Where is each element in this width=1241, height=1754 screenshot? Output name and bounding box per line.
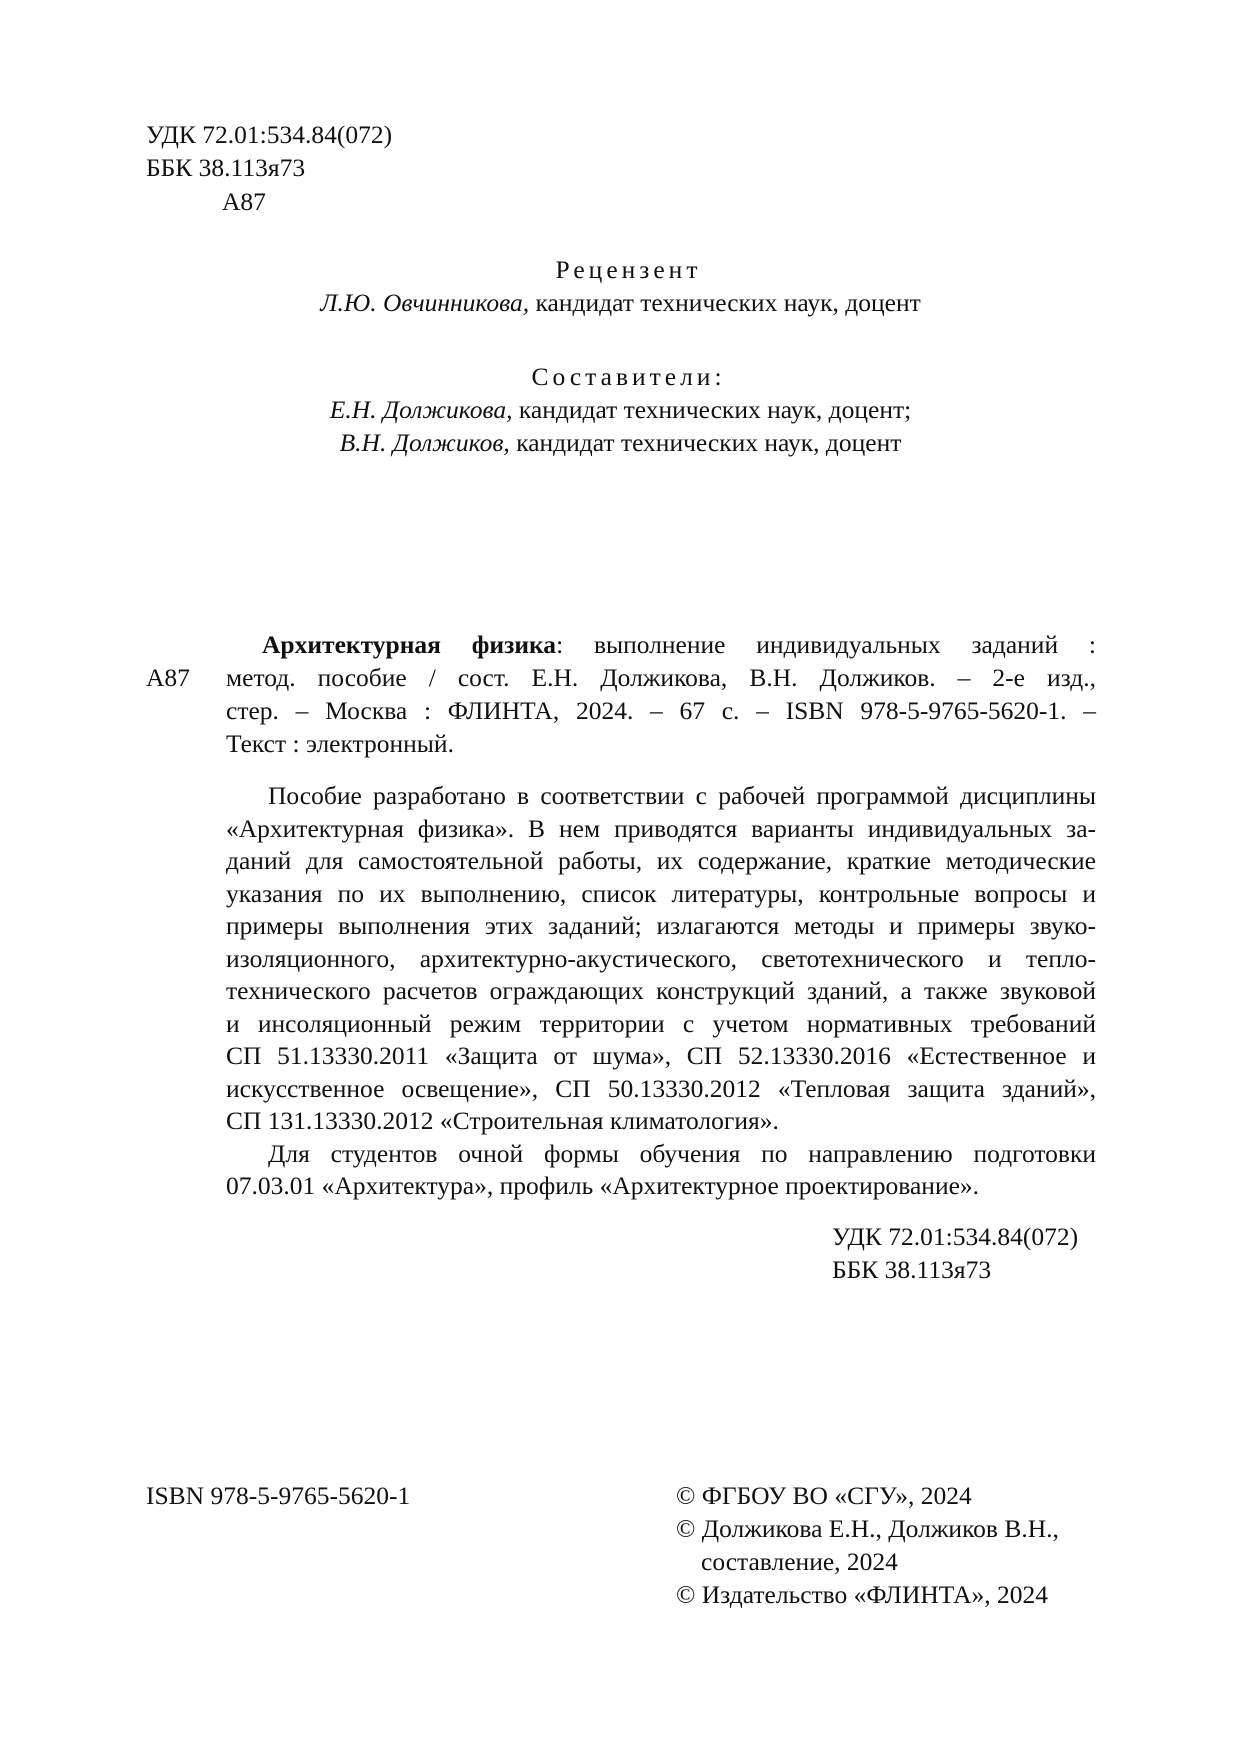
copyright-line: © Должикова Е.Н., Должиков В.Н., [676, 1514, 1059, 1543]
compiler-name: В.Н. Должиков, [339, 428, 510, 457]
bib-line-1: Архитектурная физика: выполнение индивидуальных заданий : [262, 630, 1096, 659]
compiler-line [0, 393, 1241, 426]
bib-sign: А87 [146, 663, 190, 692]
annotation-line: указания по их выполнению, список литературы, контрольные вопросы и [226, 878, 1096, 908]
reviewer-credentials: кандидат технических наук, доцент [529, 288, 921, 317]
compilers-heading: Составители: [531, 362, 726, 391]
reviewer-name: Л.Ю. Овчинникова, [320, 288, 530, 317]
author-sign-top: А87 [222, 187, 266, 216]
bib-line-4: Текст : электронный. [226, 729, 454, 758]
compiler-line [0, 426, 1241, 459]
bib-record [226, 628, 1096, 760]
udk-code-top: УДК 72.01:534.84(072) [146, 120, 393, 149]
bbk-code-top: ББК 38.113я73 [146, 153, 306, 182]
bbk-code-bottom: ББК 38.113я73 [832, 1255, 992, 1284]
annotation-line: «Архитектурная физика». В нем приводятся варианты индивидуальных за- [226, 813, 1096, 843]
annotation-line: искусственное освещение», СП 50.13330.2012 «Тепловая защита зданий», [226, 1073, 1096, 1103]
annotation-line: 07.03.01 «Архитектура», профиль «Архитектурное проектирование». [226, 1171, 980, 1200]
annotation-line: Для студентов очной формы обучения по направлению подготовки [268, 1138, 1096, 1168]
compiler-name: Е.Н. Должикова, [329, 395, 513, 424]
bib-line-3: стер. – Москва : ФЛИНТА, 2024. – 67 с. – ISBN 978-5-9765-5620-1. – [226, 696, 1096, 725]
reviewer-heading: Рецензент [555, 255, 702, 284]
reviewer-line [0, 286, 1241, 319]
annotation-line: Пособие разработано в соответствии с рабочей программой дисциплины [268, 781, 1096, 810]
annotation-line: изоляционного, архитектурно-акустического, светотехнического и тепло- [226, 943, 1096, 973]
copyright-line: © ФГБОУ ВО «СГУ», 2024 [676, 1481, 972, 1510]
annotation-line: даний для самостоятельной работы, их содержание, краткие методические [226, 846, 1096, 875]
annotation-line: СП 51.13330.2011 «Защита от шума», СП 52.13330.2016 «Естественное и [226, 1041, 1096, 1070]
udk-code-bottom: УДК 72.01:534.84(072) [832, 1222, 1079, 1251]
copyright-line: составление, 2024 [701, 1547, 898, 1576]
compilers-section [0, 360, 1241, 459]
isbn: ISBN 978-5-9765-5620-1 [146, 1481, 411, 1510]
bib-title: Архитектурная физика [262, 630, 557, 659]
annotation-line: технического расчетов ограждающих конструкций зданий, а также звуковой [226, 976, 1096, 1005]
compiler-credentials: кандидат технических наук, доцент; [512, 395, 912, 424]
bib-line-2: метод. пособие / сост. Е.Н. Должикова, В.Н. Должиков. – 2-е изд., [226, 663, 1096, 692]
annotation-line: СП 131.13330.2012 «Строительная климатология». [226, 1106, 779, 1135]
annotation-line: и инсоляционный режим территории с учетом нормативных требований [226, 1008, 1096, 1038]
annotation [226, 780, 1096, 1203]
copyright-line: © Издательство «ФЛИНТА», 2024 [676, 1580, 1049, 1609]
compiler-credentials: кандидат технических наук, доцент [509, 428, 902, 457]
reviewer-section [0, 253, 1241, 319]
annotation-line: примеры выполнения этих заданий; излагаются методы и примеры звуко- [226, 911, 1096, 940]
